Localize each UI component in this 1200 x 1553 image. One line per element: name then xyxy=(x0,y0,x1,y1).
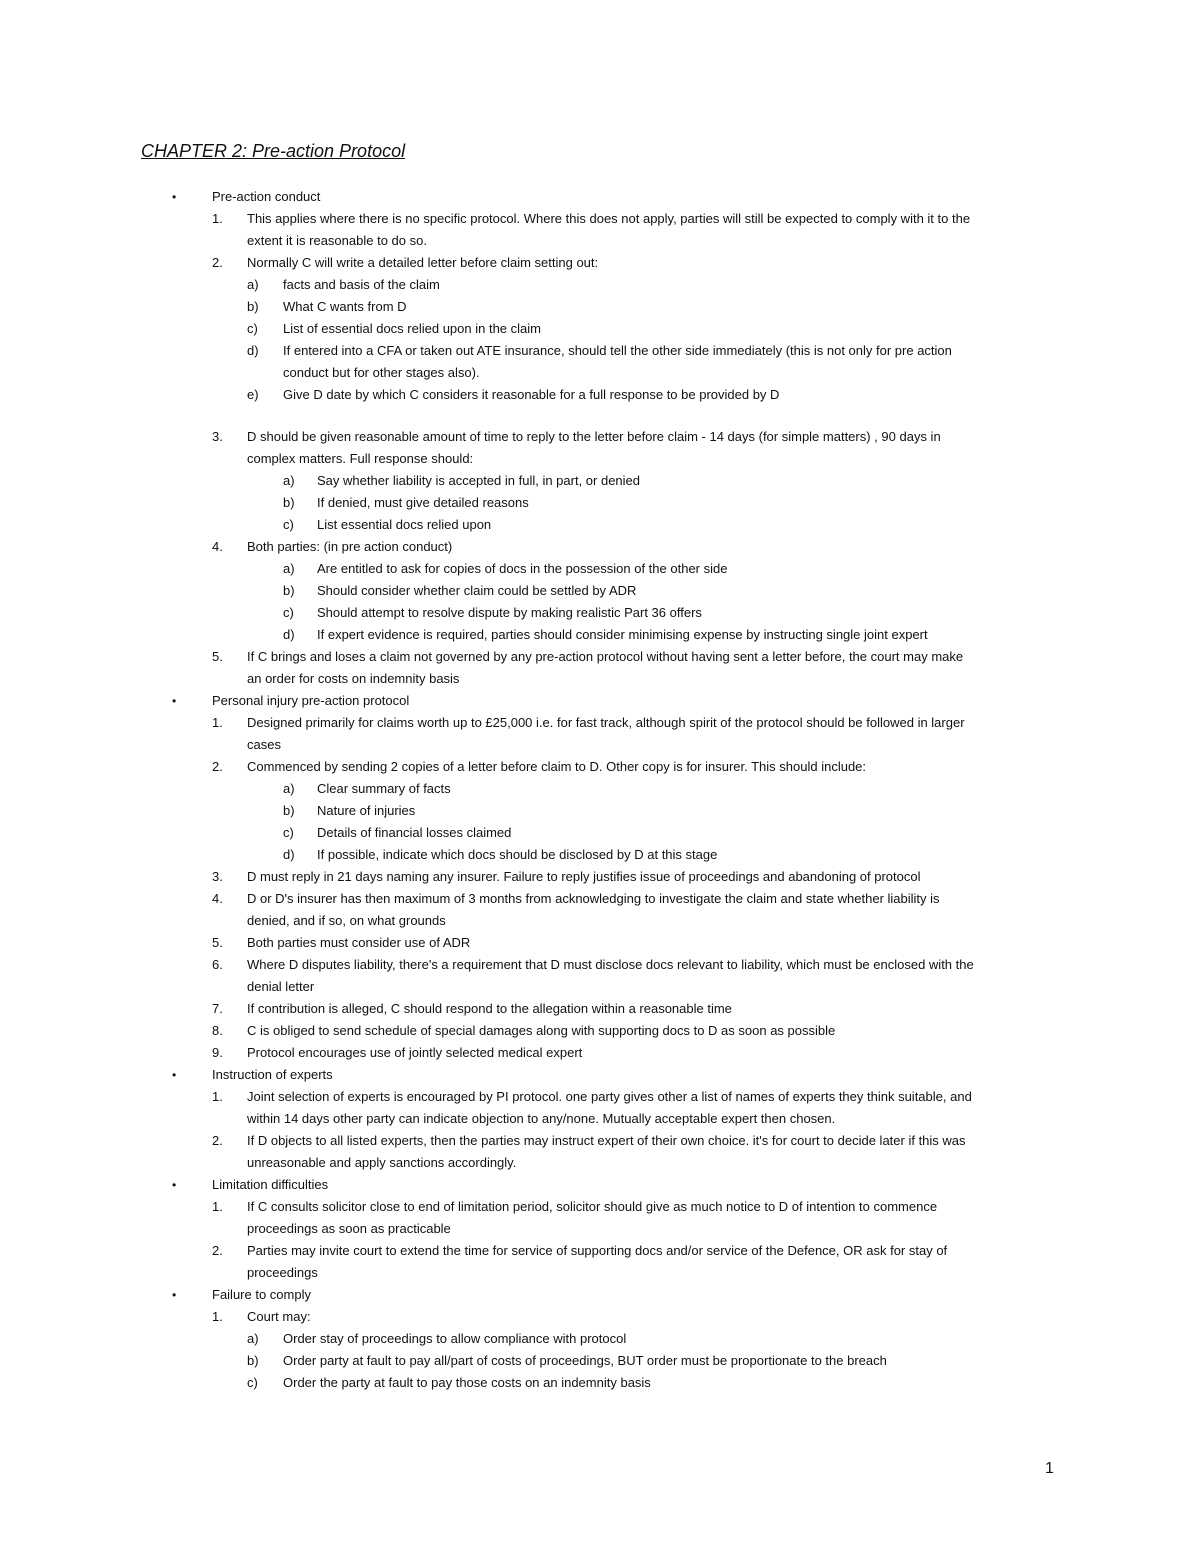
line-text: What C wants from D xyxy=(283,299,407,314)
list-marker: 5. xyxy=(212,935,223,950)
list-marker: 2. xyxy=(212,1243,223,1258)
list-marker: d) xyxy=(247,343,259,358)
list-marker: 3. xyxy=(212,869,223,884)
item-continuation xyxy=(0,1262,1200,1284)
line-text: unreasonable and apply sanctions accordingly. xyxy=(247,1155,517,1170)
lettered-subitem xyxy=(0,296,1200,318)
lettered-subitem xyxy=(0,1350,1200,1372)
outline-content xyxy=(0,186,1200,1394)
list-marker: e) xyxy=(247,387,259,402)
list-marker: a) xyxy=(283,561,295,576)
item-continuation xyxy=(0,1218,1200,1240)
list-marker: d) xyxy=(283,627,295,642)
numbered-item xyxy=(0,1086,1200,1108)
lettered-subitem xyxy=(0,274,1200,296)
section-heading xyxy=(0,1174,1200,1196)
line-text: Joint selection of experts is encouraged by PI protocol. one party gives other a list of names of experts they think suitable, and xyxy=(247,1089,972,1104)
line-text: Normally C will write a detailed letter before claim setting out: xyxy=(247,255,599,270)
list-marker: 4. xyxy=(212,539,223,554)
line-text: within 14 days other party can indicate objection to any/none. Mutually acceptable expert then chosen. xyxy=(247,1111,836,1126)
item-continuation xyxy=(0,448,1200,470)
line-text: If possible, indicate which docs should be disclosed by D at this stage xyxy=(317,847,718,862)
bullet-icon: • xyxy=(172,1068,177,1082)
line-text: C is obliged to send schedule of special damages along with supporting docs to D as soon as possible xyxy=(247,1023,836,1038)
line-text: Court may: xyxy=(247,1309,311,1324)
line-text: Say whether liability is accepted in full, in part, or denied xyxy=(317,473,641,488)
line-text: Failure to comply xyxy=(212,1287,311,1302)
numbered-item xyxy=(0,932,1200,954)
page-title: CHAPTER 2: Pre-action Protocol xyxy=(141,141,406,161)
line-text: denial letter xyxy=(247,979,315,994)
numbered-item xyxy=(0,998,1200,1020)
numbered-item xyxy=(0,646,1200,668)
line-text: If C consults solicitor close to end of limitation period, solicitor should give as much notice to D of intention to commence xyxy=(247,1199,938,1214)
list-marker: 8. xyxy=(212,1023,223,1038)
item-continuation xyxy=(0,230,1200,252)
line-text: Are entitled to ask for copies of docs in the possession of the other side xyxy=(317,561,728,576)
numbered-item xyxy=(0,712,1200,734)
subitem-continuation xyxy=(0,362,1200,384)
line-text: Should consider whether claim could be settled by ADR xyxy=(317,583,637,598)
list-marker: 9. xyxy=(212,1045,223,1060)
line-text: Details of financial losses claimed xyxy=(317,825,512,840)
line-text: proceedings as soon as practicable xyxy=(247,1221,451,1236)
line-text: Both parties must consider use of ADR xyxy=(247,935,471,950)
numbered-item xyxy=(0,1042,1200,1064)
list-marker: 1. xyxy=(212,1089,223,1104)
line-text: Order stay of proceedings to allow compliance with protocol xyxy=(283,1331,627,1346)
lettered-subitem xyxy=(0,470,1200,492)
line-text: If D objects to all listed experts, then the parties may instruct expert of their own choice. it's for court to decide later if this was xyxy=(247,1133,966,1148)
numbered-item xyxy=(0,756,1200,778)
list-marker: 1. xyxy=(212,1199,223,1214)
line-text: an order for costs on indemnity basis xyxy=(247,671,460,686)
line-text: If expert evidence is required, parties should consider minimising expense by instructing single joint expert xyxy=(317,627,928,642)
lettered-subitem xyxy=(0,800,1200,822)
line-text: Order the party at fault to pay those costs on an indemnity basis xyxy=(283,1375,651,1390)
lettered-subitem xyxy=(0,1328,1200,1350)
line-text: Instruction of experts xyxy=(212,1067,333,1082)
numbered-item xyxy=(0,1130,1200,1152)
line-text: Both parties: (in pre action conduct) xyxy=(247,539,453,554)
list-marker: c) xyxy=(247,321,258,336)
line-text: Should attempt to resolve dispute by making realistic Part 36 offers xyxy=(317,605,702,620)
line-text: List essential docs relied upon xyxy=(317,517,492,532)
item-continuation xyxy=(0,734,1200,756)
list-marker: b) xyxy=(283,495,295,510)
line-text: Commenced by sending 2 copies of a letter before claim to D. Other copy is for insurer. This should include: xyxy=(247,759,867,774)
list-marker: a) xyxy=(283,781,295,796)
list-marker: 5. xyxy=(212,649,223,664)
list-marker: c) xyxy=(283,605,294,620)
list-marker: 4. xyxy=(212,891,223,906)
numbered-item xyxy=(0,1240,1200,1262)
line-text: cases xyxy=(247,737,281,752)
item-continuation xyxy=(0,1152,1200,1174)
numbered-item xyxy=(0,536,1200,558)
list-marker: 2. xyxy=(212,1133,223,1148)
line-text: Nature of injuries xyxy=(317,803,416,818)
bullet-icon: • xyxy=(172,1178,177,1192)
line-text: Where D disputes liability, there's a requirement that D must disclose docs relevant to liability, which must be enclosed with the xyxy=(247,957,974,972)
line-text: If contribution is alleged, C should respond to the allegation within a reasonable time xyxy=(247,1001,732,1016)
list-marker: 1. xyxy=(212,211,223,226)
item-continuation xyxy=(0,910,1200,932)
list-marker: c) xyxy=(283,825,294,840)
line-text: D must reply in 21 days naming any insurer. Failure to reply justifies issue of proceedings and abandoning of protocol xyxy=(247,869,921,884)
numbered-item xyxy=(0,954,1200,976)
bullet-icon: • xyxy=(172,190,177,204)
line-text: facts and basis of the claim xyxy=(283,277,440,292)
list-marker: c) xyxy=(247,1375,258,1390)
lettered-subitem xyxy=(0,580,1200,602)
list-marker: a) xyxy=(283,473,295,488)
lettered-subitem xyxy=(0,514,1200,536)
list-marker: c) xyxy=(283,517,294,532)
list-marker: b) xyxy=(283,583,295,598)
numbered-item xyxy=(0,866,1200,888)
lettered-subitem xyxy=(0,492,1200,514)
line-text: extent it is reasonable to do so. xyxy=(247,233,427,248)
section-heading xyxy=(0,1064,1200,1086)
line-text: D or D's insurer has then maximum of 3 months from acknowledging to investigate the claim and state whether liability is xyxy=(247,891,940,906)
line-text: denied, and if so, on what grounds xyxy=(247,913,446,928)
line-text: Limitation difficulties xyxy=(212,1177,329,1192)
list-marker: b) xyxy=(283,803,295,818)
line-text: Protocol encourages use of jointly selected medical expert xyxy=(247,1045,583,1060)
list-marker: a) xyxy=(247,277,259,292)
line-text: List of essential docs relied upon in the claim xyxy=(283,321,541,336)
list-marker: 1. xyxy=(212,1309,223,1324)
line-text: Personal injury pre-action protocol xyxy=(212,693,410,708)
list-marker: d) xyxy=(283,847,295,862)
lettered-subitem xyxy=(0,340,1200,362)
list-marker: 7. xyxy=(212,1001,223,1016)
item-continuation xyxy=(0,668,1200,690)
line-text: Pre-action conduct xyxy=(212,189,321,204)
line-text: This applies where there is no specific protocol. Where this does not apply, parties will still be expected to comply with it to the xyxy=(247,211,971,226)
lettered-subitem xyxy=(0,778,1200,800)
lettered-subitem xyxy=(0,1372,1200,1394)
line-text: If denied, must give detailed reasons xyxy=(317,495,529,510)
list-marker: 2. xyxy=(212,759,223,774)
line-text: If C brings and loses a claim not governed by any pre-action protocol without having sent a letter before, the court may make xyxy=(247,649,964,664)
lettered-subitem xyxy=(0,822,1200,844)
line-text: If entered into a CFA or taken out ATE insurance, should tell the other side immediately (this is not only for pre action xyxy=(283,343,952,358)
numbered-item xyxy=(0,252,1200,274)
lettered-subitem xyxy=(0,318,1200,340)
lettered-subitem xyxy=(0,624,1200,646)
line-text: conduct but for other stages also). xyxy=(283,365,480,380)
line-text: proceedings xyxy=(247,1265,318,1280)
numbered-item xyxy=(0,1196,1200,1218)
line-text: complex matters. Full response should: xyxy=(247,451,474,466)
list-marker: a) xyxy=(247,1331,259,1346)
list-marker: b) xyxy=(247,1353,259,1368)
line-text: Designed primarily for claims worth up to £25,000 i.e. for fast track, although spirit of the protocol should be followed in larger xyxy=(247,715,965,730)
line-text: D should be given reasonable amount of time to reply to the letter before claim - 14 days (for simple matters) , 90 days in xyxy=(247,429,941,444)
list-marker: 2. xyxy=(212,255,223,270)
section-heading xyxy=(0,186,1200,208)
line-text: Give D date by which C considers it reasonable for a full response to be provided by D xyxy=(283,387,780,402)
item-continuation xyxy=(0,1108,1200,1130)
list-marker: 6. xyxy=(212,957,223,972)
lettered-subitem xyxy=(0,384,1200,406)
list-marker: b) xyxy=(247,299,259,314)
numbered-item xyxy=(0,1020,1200,1042)
item-continuation xyxy=(0,976,1200,998)
lettered-subitem xyxy=(0,844,1200,866)
numbered-item xyxy=(0,1306,1200,1328)
section-heading xyxy=(0,1284,1200,1306)
numbered-item xyxy=(0,888,1200,910)
line-text: Order party at fault to pay all/part of costs of proceedings, BUT order must be proportionate to the breach xyxy=(283,1353,887,1368)
section-heading xyxy=(0,690,1200,712)
bullet-icon: • xyxy=(172,694,177,708)
line-text: Parties may invite court to extend the time for service of supporting docs and/or service of the Defence, OR ask for stay of xyxy=(247,1243,948,1258)
line-text: Clear summary of facts xyxy=(317,781,451,796)
lettered-subitem xyxy=(0,558,1200,580)
numbered-item xyxy=(0,426,1200,448)
page-number: 1 xyxy=(1045,1460,1054,1477)
bullet-icon: • xyxy=(172,1288,177,1302)
numbered-item xyxy=(0,208,1200,230)
list-marker: 1. xyxy=(212,715,223,730)
lettered-subitem xyxy=(0,602,1200,624)
list-marker: 3. xyxy=(212,429,223,444)
blank-line xyxy=(0,406,1200,426)
